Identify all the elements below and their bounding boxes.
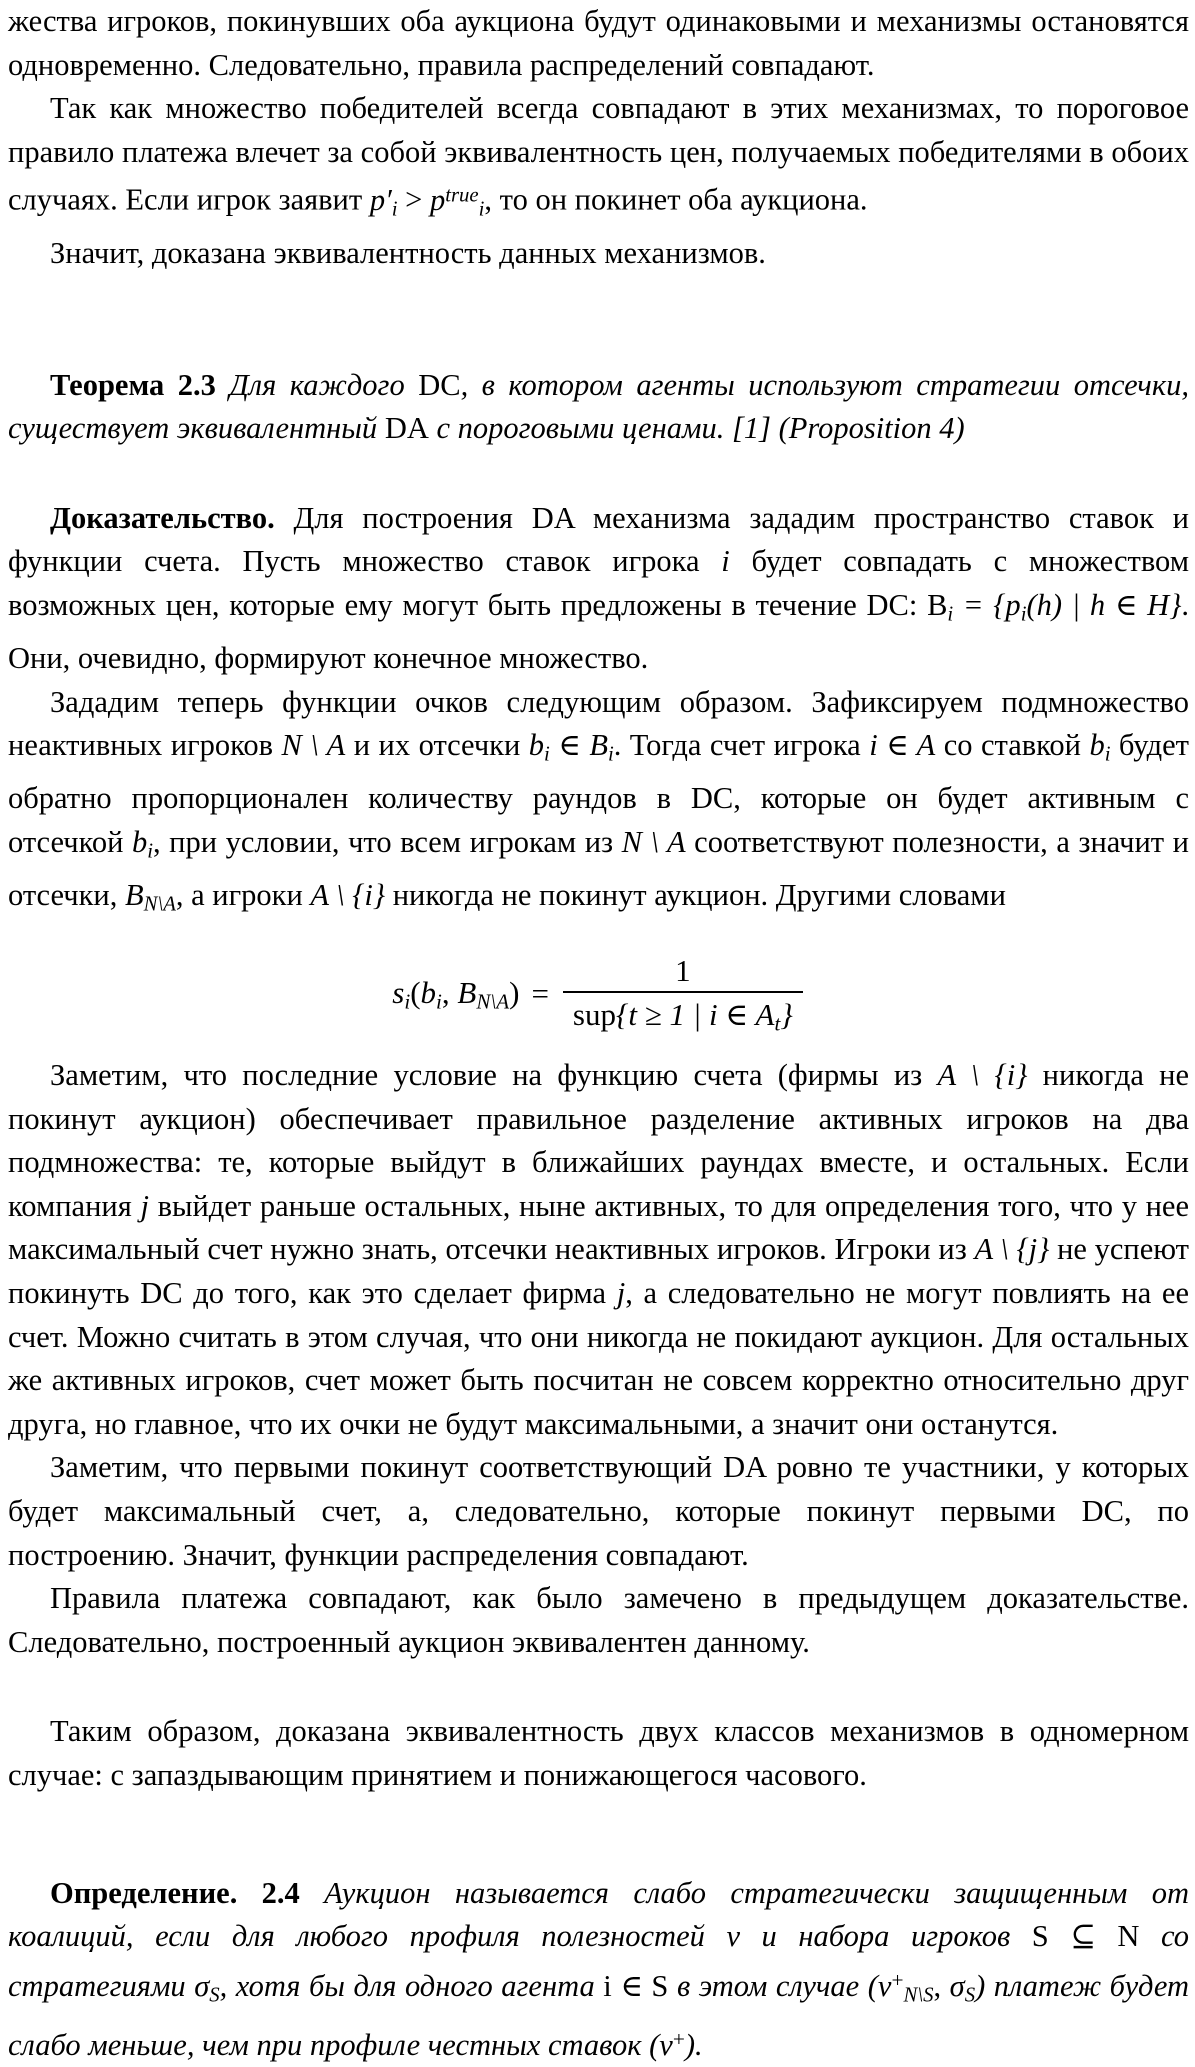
definition-text-1: Аукцион называется слабо стратегически защищенным от коалиций, если для любого профиля полезностей — [8, 1875, 1189, 1954]
eq-sub-N-minus-A: N\A — [476, 989, 510, 1014]
proof-p2-text-1: Зададим теперь функции очков следующим образом. Зафиксируем подмножество неактивных игроков — [8, 684, 1189, 763]
proof-p2-text-8: соответствуют полезности, а значит и отсечки, — [8, 824, 1189, 912]
math-sup-plus: + — [891, 1967, 904, 1992]
math-symbol-p: p — [369, 183, 386, 218]
proof-text-2: механизма зададим пространство ставок и функции счета. Пусть множество ставок игрока — [8, 500, 1189, 579]
theorem-math-da: DA — [384, 411, 429, 446]
inline-math-p-prime-i — [369, 183, 398, 221]
eq-symbol-b: b — [420, 974, 437, 1010]
definition-text-3: со стратегиями — [8, 1919, 1190, 2003]
eq-sub-i: i — [404, 989, 411, 1014]
math-sub-b-i: i — [544, 743, 550, 766]
definition-text-7: ). — [684, 2027, 703, 2062]
spacer-before-conclusion — [8, 1664, 1189, 1710]
definition-text-6: ) платеж будет слабо меньше, чем при профиле честных ставок ( — [8, 1968, 1189, 2062]
math-symbol-p-true: p — [429, 183, 446, 218]
paragraph-conclusion — [8, 1710, 1189, 1797]
definition-math-S-subset-N: S ⊆ N — [1031, 1919, 1140, 1954]
math-sub-S: S — [209, 1984, 220, 2007]
proof-p2-math-A-minus-i: A \ {i} — [310, 877, 386, 912]
math-sub-B-i: i — [607, 743, 614, 766]
paragraph-winners-text-end: , то он покинет оба аукциона. — [484, 183, 868, 218]
eq-fraction — [563, 953, 803, 1036]
proof-p2-math-bi-in-Bi — [528, 728, 614, 766]
paragraph-equivalence-text: Значит, доказана эквивалентность данных механизмов. — [50, 236, 766, 271]
theorem-text-2: , в котором агенты используют стратегии отсечки, существует эквивалентный — [8, 367, 1190, 446]
paragraph-continuation-text: жества игроков, покинувших оба аукциона будут одинаковыми и механизмы остановятся одновременно. Следовательно, правила распределений совпадают. — [8, 4, 1189, 82]
proof-p2-text-7: , при условии, что всем игрокам из — [152, 824, 622, 859]
math-sub-b-i-3: i — [147, 840, 153, 863]
paragraph-equivalence-proved — [8, 232, 1189, 276]
proof-p2-text-9: , а игроки — [175, 877, 311, 912]
p4-text-5: до того, как это сделает фирма — [182, 1276, 617, 1311]
p4-text-2: никогда не покинут аукцион) обеспечивает правильное разделение активных игроков на два подмножества: те, которые выйдут в ближайших раундах вместе, и остальных. Если компания — [8, 1058, 1190, 1223]
paragraph-score-condition — [8, 1054, 1189, 1446]
math-symbol-v-2: v — [659, 2027, 673, 2062]
display-equation-score-function — [8, 953, 1189, 1036]
math-relation-greater: > — [397, 183, 430, 218]
p4-text-1: Заметим, что последние условие на функцию счета (фирмы из — [50, 1058, 938, 1093]
eq-comma: , — [441, 974, 458, 1010]
proof-math-bid-set — [927, 588, 1182, 626]
math-comma-2: , — [933, 1968, 950, 2003]
proof-p2-math-B-N-minus-A — [124, 877, 176, 916]
p5-math-da: DA — [723, 1450, 766, 1485]
p4-math-j-2: j — [616, 1276, 626, 1311]
definition-text-5: в этом случае ( — [668, 1968, 878, 2003]
proof-math-dc: DC — [866, 588, 909, 623]
definition-text-4: , хотя бы для одного агента — [219, 1968, 604, 2003]
proof-text-3: будет совпадать с множеством возможных цен, которые ему могут быть предложены в течение — [8, 544, 1189, 623]
math-subscript-i: i — [391, 198, 398, 221]
eq-denominator-close: } — [780, 997, 793, 1033]
math-symbol-b2: b — [1089, 728, 1105, 763]
paragraph-first-leave-da — [8, 1446, 1189, 1577]
math-symbol-B2: B — [589, 728, 608, 763]
p4-math-dc: DC — [140, 1276, 183, 1311]
proof-p2-math-b-i-2 — [1089, 728, 1111, 766]
spacer-before-theorem — [8, 276, 1189, 364]
math-sub-S-2: S — [964, 1984, 976, 2007]
eq-symbol-B: B — [457, 974, 477, 1010]
proof-paragraph-scores — [8, 681, 1189, 927]
eq-denominator — [563, 993, 803, 1036]
definition-math-i-in-S: i ∈ S — [603, 1968, 669, 2003]
proof-p2-math-b-i-3 — [131, 824, 153, 863]
math-symbol-sigma: σ — [194, 1968, 210, 2003]
math-sup-plus-2: + — [672, 2026, 685, 2051]
math-symbol-b: b — [528, 728, 545, 763]
p5-text-1: Заметим, что первыми покинут соответствующий — [50, 1450, 724, 1485]
math-subscript-i-true: i — [478, 198, 485, 221]
proof-p2-math-dc: DC — [690, 781, 734, 816]
eq-paren-open: ( — [410, 974, 421, 1010]
eq-sup-operator: sup — [572, 997, 616, 1033]
theorem-2-3 — [8, 364, 1189, 451]
math-element-of: ∈ — [549, 728, 590, 763]
eq-symbol-s: s — [392, 974, 405, 1010]
math-prime: ′ — [385, 183, 392, 218]
definition-math-sigma-S — [194, 1968, 220, 2007]
proof-math-da: DA — [531, 500, 575, 535]
theorem-label: Теорема 2.3 — [50, 367, 216, 402]
proof-text-5: . Они, очевидно, формируют конечное множество. — [8, 588, 1190, 676]
p4-text-4: не успеют покинуть — [8, 1232, 1190, 1311]
theorem-math-dc: DC — [418, 367, 461, 402]
paragraph-payment-rules — [8, 1577, 1189, 1664]
p4-math-j: j — [140, 1188, 149, 1223]
definition-text-2: и набора игроков — [739, 1919, 1032, 1954]
theorem-text-1: Для каждого — [215, 367, 419, 402]
proof-p2-text-4: со ставкой — [935, 728, 1090, 763]
math-symbol-b3: b — [131, 824, 148, 859]
equation-lhs — [392, 975, 519, 1014]
proof-text-4: : — [908, 588, 928, 623]
paragraph-winners-text-start: Так как множество победителей всегда совпадают в этих механизмах, то пороговое правило платежа влечет за собой эквивалентность цен, получаемых победителями в обоих случаях. Если игрок заявит — [8, 91, 1189, 218]
proof-p2-text-3: . Тогда счет игрока — [613, 728, 870, 763]
p5-text-3: , по построению. Значит, функции распределения совпадают. — [8, 1494, 1189, 1572]
definition-math-v: v — [726, 1919, 740, 1954]
proof-p2-math-i-in-A: i ∈ A — [869, 728, 936, 763]
math-symbol-sigma-2: σ — [949, 1968, 965, 2003]
p4-text-3: выйдет раньше остальных, ныне активных, то для определения того, что у нее максимальный счет нужно знать, отсечки неактивных игроков. Игроки из — [8, 1188, 1189, 1267]
definition-math-v-plus-N-minus-S — [877, 1967, 976, 2007]
theorem-citation: [1] (Proposition 4) — [731, 411, 965, 446]
equation-row — [392, 953, 805, 1036]
math-symbol-v: v — [877, 1968, 892, 2003]
eq-numerator: 1 — [675, 952, 691, 988]
paragraph-continuation — [8, 0, 1189, 87]
math-symbol-B: B — [927, 588, 948, 623]
math-set-open: = {p — [953, 588, 1021, 623]
eq-denominator-sub-t: t — [774, 1011, 781, 1036]
p5-math-dc: DC — [1081, 1494, 1124, 1529]
math-superscript-true: true — [445, 184, 479, 207]
eq-sub-b-i: i — [436, 989, 442, 1014]
proof-p2-text-6: , которые он будет активным с отсечкой — [8, 781, 1189, 859]
math-sub-b-i-2: i — [1104, 743, 1111, 766]
definition-math-v-plus — [659, 2028, 685, 2062]
math-sub-N-minus-S: N\S — [903, 1984, 934, 2007]
p5-text-2: ровно те участники, у которых будет максимальный счет, а, следовательно, которые покинут первыми — [8, 1450, 1189, 1529]
eq-equals-sign: = — [531, 976, 549, 1012]
eq-paren-close: ) — [509, 974, 520, 1010]
theorem-text-3: с пороговыми ценами. — [428, 411, 732, 446]
math-set-sub-i: i — [1020, 603, 1027, 626]
paragraph-winners-equivalence — [8, 87, 1189, 232]
proof-text-1: Для построения — [274, 500, 532, 535]
math-subscript-B-i: i — [947, 603, 954, 626]
eq-denominator-set: {t ≥ 1 | i ∈ A — [616, 997, 775, 1033]
proof-p2-math-N-minus-A-2: N \ A — [621, 824, 686, 859]
definition-label: Определение. 2.4 — [50, 1875, 300, 1910]
proof-math-i: i — [721, 544, 730, 579]
p6-text: Правила платежа совпадают, как было замечено в предыдущем доказательстве. Следовательно, построенный аукцион эквивалентен данному. — [8, 1581, 1189, 1659]
inline-math-p-true-i — [429, 183, 485, 221]
definition-2-4 — [8, 1872, 1189, 2067]
spacer-before-proof — [8, 451, 1189, 497]
spacer-before-definition — [8, 1798, 1189, 1872]
p7-text: Таким образом, доказана эквивалентность двух классов механизмов в одномерном случае: с запаздывающим принятием и понижающегося часового. — [8, 1714, 1189, 1792]
p4-math-A-minus-i: A \ {i} — [937, 1058, 1028, 1093]
p4-text-6: , а следовательно не могут повлиять на ее счет. Можно считать в этом случая, что они никогда не покидают аукцион. Для остальных же активных игроков, счет может быть посчитан не совсем корректно относительно друг друга, но главное, что их очки не будут максимальными, а значит они останутся. — [8, 1276, 1189, 1441]
proof-p2-text-2: и их отсечки — [345, 728, 529, 763]
proof-opening — [8, 497, 1189, 681]
math-set-rest: (h) | h ∈ H} — [1026, 588, 1182, 623]
p4-math-A-minus-j: A \ {j} — [974, 1232, 1050, 1267]
proof-p2-text-10: никогда не покинут аукцион. Другими словами — [385, 877, 1006, 912]
proof-p2-math-N-minus-A: N \ A — [281, 728, 346, 763]
math-symbol-B3: B — [124, 877, 144, 912]
math-sub-N-minus-A: N\A — [143, 893, 176, 916]
proof-label: Доказательство. — [50, 500, 275, 535]
proof-p2-text-5: будет обратно пропорционален количеству раундов в — [8, 728, 1190, 816]
